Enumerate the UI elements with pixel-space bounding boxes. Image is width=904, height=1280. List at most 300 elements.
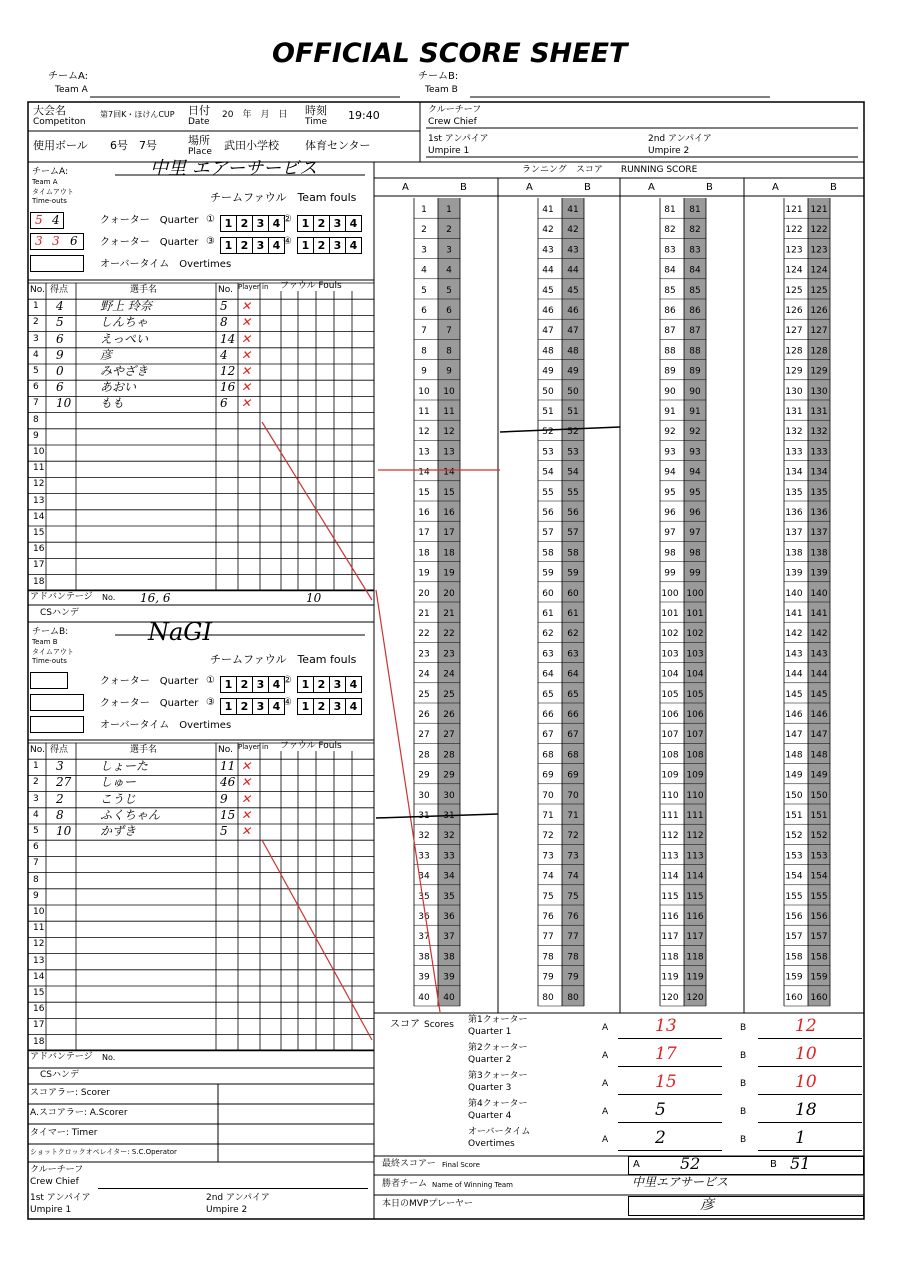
score-q4-a-label: A [602,1107,609,1117]
team-b-overtime-box [30,716,84,733]
running-score-b-85: 85 [689,285,701,296]
running-score-a-2: 2 [421,225,427,236]
running-score-a-126: 126 [785,306,803,316]
running-score-b-4: 4 [446,265,452,276]
teamA-player-name: しんちゃ [100,315,149,330]
shot-clock-operator-label: ショットクロックオペレイター: S.C.Operator [30,1148,177,1156]
teamA-row-num: 9 [33,430,39,441]
running-score-a-156: 156 [785,912,803,922]
running-score-b-132: 132 [810,427,828,438]
teamA-player-name: えっぺい [100,331,149,346]
running-score-b-135: 135 [810,487,828,498]
running-score-b-57: 57 [567,528,579,539]
score-q1-a-line [618,1038,722,1039]
running-score-a-72: 72 [542,831,554,842]
running-score-b-106: 106 [686,710,704,720]
team-a-overtime-label: オーバータイム Overtimes [100,259,232,270]
teamA-row-num: 7 [33,398,39,409]
running-score-b-70: 70 [567,790,579,801]
running-score-a-160: 160 [785,992,803,1003]
running-score-b-93: 93 [689,447,701,458]
running-score-b-31: 31 [443,811,455,821]
running-score-a-76: 76 [542,912,554,922]
running-score-b-96: 96 [689,508,701,518]
scorer-label: スコアラー: Scorer [30,1088,110,1098]
team-b-col-fouls: ファウル Fouls [280,741,342,751]
score-q3-b-line [758,1094,862,1095]
running-score-a-157: 157 [785,932,803,943]
running-score-b-112: 112 [686,831,704,842]
team-a-timeout-mark-2: 4 [52,213,60,227]
score-q1-a-label: A [602,1023,609,1033]
running-score-a-38: 38 [418,952,430,963]
running-score-a-62: 62 [542,629,554,640]
team-a-quarter-label-2: クォーター Quarter [100,237,199,248]
running-score-b-49: 49 [567,366,579,377]
teamA-player-points: 5 [56,315,64,330]
running-score-a-92: 92 [664,427,676,438]
running-score-b-23: 23 [443,649,455,660]
running-score-b-50: 50 [567,386,579,397]
running-score-a-26: 26 [418,710,430,720]
running-score-a-102: 102 [661,629,679,640]
date-value: 20 年 月 日 [222,110,288,120]
running-score-a-113: 113 [661,851,679,862]
running-score-a-60: 60 [542,588,554,599]
teamA-player-no: 12 [220,364,236,378]
time-value: 19:40 [348,109,380,122]
running-col-a-header: A [772,182,779,193]
running-score-b-144: 144 [810,669,828,680]
running-score-a-24: 24 [418,669,430,680]
running-score-a-33: 33 [418,851,430,862]
running-score-b-133: 133 [810,447,828,458]
team-a-advantage-value-2: 10 [306,591,322,605]
score-q2-b-line [758,1066,862,1067]
ball-label: 使用ボール [33,139,88,152]
teamB-player-in-mark: ✕ [241,791,252,806]
running-score-a-64: 64 [542,669,554,680]
teamA-player-points: 6 [56,380,64,395]
running-score-a-122: 122 [785,225,803,236]
running-score-b-92: 92 [689,427,701,438]
running-score-a-135: 135 [785,487,803,498]
running-score-b-43: 43 [567,245,579,256]
place-label: 場所 [188,134,210,147]
running-score-b-143: 143 [810,649,828,660]
running-score-a-66: 66 [542,710,554,720]
running-score-b-48: 48 [567,346,579,357]
team-b-col-points: 得点 [50,745,69,755]
running-score-a-79: 79 [542,972,554,983]
running-score-a-103: 103 [661,649,679,660]
umpire1-label-en: Umpire 1 [428,146,470,156]
team-a-section-label: チームA: [32,167,69,177]
running-score-b-84: 84 [689,265,701,276]
running-score-a-152: 152 [785,831,803,842]
teamA-player-no: 16 [220,380,236,395]
team-b-q1-num: ① [206,675,215,686]
running-score-a-42: 42 [542,225,554,236]
teamA-player-in-mark: ✕ [241,299,252,314]
running-score-b-45: 45 [567,285,579,296]
teamA-player-points: 9 [56,347,64,362]
running-score-b-46: 46 [567,306,579,316]
running-score-b-37: 37 [443,932,455,943]
running-score-b-151: 151 [810,811,828,821]
running-score-b-81: 81 [689,205,701,215]
teamA-row-num: 12 [33,479,45,490]
running-score-b-16: 16 [443,508,455,518]
running-score-b-69: 69 [567,770,579,781]
score-q4-b-line [758,1122,862,1123]
running-score-b-62: 62 [567,629,579,640]
running-score-a-69: 69 [542,770,554,781]
teamB-row-num: 3 [33,793,39,804]
running-score-a-154: 154 [785,871,803,882]
running-score-b-156: 156 [810,912,828,922]
running-score-a-63: 63 [542,649,554,660]
team-a-timeout-label: タイムアウト [32,188,74,196]
running-score-a-19: 19 [418,568,430,579]
running-score-a-61: 61 [542,609,554,619]
final-score-box [628,1156,864,1175]
score-q4-b: 18 [795,1100,817,1120]
team-a-timeout-mark-4: 3 [52,234,60,248]
team-a-col-no: No. [30,285,45,295]
winner-value: 中里エアサービス [632,1175,729,1189]
teamB-player-in-mark: ✕ [241,824,252,838]
team-b-q2-fouls: 1 2 3 4 [297,673,361,693]
running-score-a-70: 70 [542,790,554,801]
team-a-timeout-label-en: Time-outs [32,197,67,205]
score-q1-label: 第1クォーター [468,1015,528,1025]
teamA-player-no: 6 [220,396,228,411]
team-b-quarter-label-2: クォーター Quarter [100,698,199,709]
running-score-b-105: 105 [686,689,704,700]
teamA-row-num: 14 [33,511,45,522]
team-a-advantage-label: アドバンテージ [30,592,93,602]
running-score-a-120: 120 [661,992,679,1003]
footer-umpire2-label-en: Umpire 2 [206,1205,248,1215]
running-score-a-78: 78 [542,952,554,963]
place-value-1: 武田小学校 [224,139,279,152]
running-score-b-130: 130 [810,386,828,397]
competition-label-en: Competiton [33,117,86,127]
running-score-b-74: 74 [567,871,579,882]
running-score-b-97: 97 [689,528,701,539]
running-score-a-12: 12 [418,427,430,438]
teamB-player-points: 3 [56,759,64,774]
team-b-q3-num: ③ [206,697,215,708]
running-score-b-56: 56 [567,508,579,518]
team-a-timeout-mark-1: 5 [35,213,43,227]
running-score-a-9: 9 [421,366,427,377]
score-q2-b: 10 [795,1044,817,1064]
running-score-b-127: 127 [810,326,828,337]
scores-label-en: Scores [424,1020,454,1030]
running-score-a-149: 149 [785,770,803,781]
teamA-player-no: 14 [220,331,236,346]
running-score-a-10: 10 [418,386,430,397]
time-label-en: Time [305,117,328,127]
running-score-b-141: 141 [810,609,828,619]
running-score-a-117: 117 [661,932,679,943]
team-a-col-fouls: ファウル Fouls [280,281,342,291]
running-score-a-48: 48 [542,346,554,357]
teamA-row-num: 10 [33,447,45,457]
score-q1-label-en: Quarter 1 [468,1027,512,1037]
running-score-b-95: 95 [689,487,701,498]
teamB-row-num: 1 [33,761,39,772]
running-score-a-84: 84 [664,265,676,276]
score-q2-a-label: A [602,1051,609,1061]
team-b-q1-fouls: 1 2 3 4 [220,673,284,693]
score-ot-a: 2 [655,1128,666,1148]
running-score-b-116: 116 [686,912,704,922]
team-a-col-player-in: Player in [238,283,269,291]
running-score-b-117: 117 [686,932,704,943]
umpire1-label: 1st アンパイア [428,134,489,144]
running-score-b-59: 59 [567,568,579,579]
running-score-b-153: 153 [810,851,828,862]
footer-crew-chief-label-en: Crew Chief [30,1177,79,1187]
running-score-b-147: 147 [810,730,828,741]
running-score-a-101: 101 [661,609,679,619]
team-a-q4-num: ④ [283,236,292,247]
teamB-player-name: ふくちゃん [100,807,161,822]
running-score-b-145: 145 [810,689,828,700]
teamB-row-num: 14 [33,971,45,982]
running-score-a-94: 94 [664,467,676,478]
teamA-row-num: 11 [33,463,45,474]
teamB-row-num: 12 [33,939,45,950]
running-score-b-33: 33 [443,851,455,862]
teamB-player-name: こうじ [100,791,137,806]
running-score-b-131: 131 [810,407,828,417]
mvp-value: 彦 [700,1197,714,1213]
running-score-a-57: 57 [542,528,554,539]
team-a-q3-num: ③ [206,236,215,247]
running-score-a-46: 46 [542,306,554,316]
running-score-b-148: 148 [810,750,828,761]
team-a-overtime-box [30,255,84,272]
teamB-player-in-mark: ✕ [241,807,252,822]
running-score-a-114: 114 [661,871,679,882]
running-score-b-77: 77 [567,932,579,943]
running-score-a-139: 139 [785,568,803,579]
running-score-b-17: 17 [443,528,455,539]
running-score-b-150: 150 [810,790,828,801]
running-score-b-101: 101 [686,609,704,619]
running-score-b-159: 159 [810,972,828,983]
teamB-row-num: 4 [33,809,39,820]
running-col-b-header: B [706,182,713,193]
team-a-label-en: Team A [55,85,88,95]
teamB-player-no: 9 [220,791,228,806]
running-score-b-139: 139 [810,568,828,579]
running-score-b-152: 152 [810,831,828,842]
winner-label-en: Name of Winning Team [432,1181,513,1189]
teamB-row-num: 5 [33,826,39,836]
running-score-a-7: 7 [421,326,427,337]
teamA-row-num: 5 [33,366,39,376]
teamA-player-in-mark: ✕ [241,380,252,395]
running-score-b-1: 1 [446,205,452,215]
running-score-b-108: 108 [686,750,704,761]
running-score-b-29: 29 [443,770,455,781]
teamA-player-name: もも [100,396,125,411]
running-score-a-27: 27 [418,730,430,741]
running-score-a-119: 119 [661,972,679,983]
place-value-2: 体育センター [305,139,371,152]
running-score-a-134: 134 [785,467,803,478]
running-score-b-109: 109 [686,770,704,781]
final-score-b-label: B [770,1159,777,1170]
running-score-b-80: 80 [567,992,579,1003]
running-score-a-45: 45 [542,285,554,296]
crew-chief-label-en: Crew Chief [428,117,477,127]
running-score-b-8: 8 [446,346,452,357]
running-score-a-145: 145 [785,689,803,700]
running-score-b-79: 79 [567,972,579,983]
score-ot-b-line [758,1150,862,1151]
running-score-b-160: 160 [810,992,828,1003]
teamB-player-name: かずき [100,824,137,838]
running-score-a-111: 111 [661,811,679,821]
teamB-row-num: 6 [33,842,39,853]
running-score-a-107: 107 [661,730,679,741]
teamB-player-in-mark: ✕ [241,759,252,774]
running-score-b-63: 63 [567,649,579,660]
running-score-a-80: 80 [542,992,554,1003]
running-score-b-24: 24 [443,669,455,680]
score-q3-a-label: A [602,1079,609,1089]
running-score-b-66: 66 [567,710,579,720]
running-score-b-6: 6 [446,306,452,316]
running-score-a-71: 71 [542,811,554,821]
running-score-a-54: 54 [542,467,554,478]
running-score-a-37: 37 [418,932,430,943]
running-score-a-55: 55 [542,487,554,498]
running-score-a-95: 95 [664,487,676,498]
team-a-timeout-mark-5: 6 [70,234,78,248]
team-a-fouls-title: チームファウル Team fouls [210,191,357,204]
running-score-a-8: 8 [421,346,427,357]
running-score-a-82: 82 [664,225,676,236]
page-title: OFFICIAL SCORE SHEET [272,38,628,69]
score-q2-label-en: Quarter 2 [468,1055,512,1065]
team-b-timeout-box-1 [30,672,68,689]
running-score-b-125: 125 [810,285,828,296]
teamB-player-name: しゅー [100,775,137,790]
teamB-row-num: 10 [33,907,45,917]
running-score-b-94: 94 [689,467,701,478]
team-a-advantage-no: No. [102,593,116,602]
team-b-col-player-no: No. [218,745,233,755]
team-b-timeout-label-en: Time-outs [32,657,67,665]
team-a-q2-fouls: 1 2 3 4 [297,212,361,232]
team-b-label-en: Team B [425,85,458,95]
team-b-cs-label: CSハンデ [40,1070,79,1080]
running-score-a-5: 5 [421,285,427,296]
running-score-a-116: 116 [661,912,679,922]
running-score-b-88: 88 [689,346,701,357]
running-score-a-159: 159 [785,972,803,983]
running-score-a-144: 144 [785,669,803,680]
running-score-a-96: 96 [664,508,676,518]
running-score-a-140: 140 [785,588,803,599]
score-ot-a-label: A [602,1135,609,1145]
running-score-a-143: 143 [785,649,803,660]
team-a-label: チームA: [48,71,89,82]
teamB-player-points: 2 [56,791,64,806]
running-score-a-73: 73 [542,851,554,862]
teamA-player-in-mark: ✕ [241,331,252,346]
running-score-b-118: 118 [686,952,704,963]
running-score-a-17: 17 [418,528,430,539]
running-score-a-100: 100 [661,588,679,599]
teamB-player-no: 5 [220,824,228,838]
running-score-a-75: 75 [542,891,554,902]
footer-umpire2-label: 2nd アンパイア [206,1193,270,1203]
running-score-a-87: 87 [664,326,676,337]
teamA-row-num: 3 [33,333,39,344]
running-score-b-14: 14 [443,467,455,478]
assistant-scorer-label: A.スコアラー: A.Scorer [30,1108,128,1118]
team-a-quarter-label-1: クォーター Quarter [100,215,199,226]
running-score-b-41: 41 [567,205,579,215]
running-score-b-61: 61 [567,609,579,619]
running-score-b-78: 78 [567,952,579,963]
team-b-name: NaGI [148,618,212,646]
running-score-a-115: 115 [661,891,679,902]
running-score-a-28: 28 [418,750,430,761]
running-score-a-11: 11 [418,407,430,417]
teamB-row-num: 18 [33,1036,45,1047]
date-label: 日付 [188,104,210,117]
teamA-player-in-mark: ✕ [241,315,252,330]
teamA-row-num: 4 [33,349,39,360]
running-score-b-22: 22 [443,629,455,640]
team-a-cs-label: CSハンデ [40,608,79,618]
running-score-b-42: 42 [567,225,579,236]
running-score-a-124: 124 [785,265,803,276]
running-score-a-146: 146 [785,710,803,720]
teamA-row-num: 15 [33,528,45,538]
team-b-col-no: No. [30,745,45,755]
teamA-player-points: 10 [56,396,72,411]
score-q4-label-en: Quarter 4 [468,1111,512,1121]
running-score-a-35: 35 [418,891,430,902]
competition-label: 大会名 [33,104,66,117]
running-score-b-54: 54 [567,467,579,478]
winner-label: 勝者チーム [382,1179,428,1189]
running-score-b-113: 113 [686,851,704,862]
running-score-b-86: 86 [689,306,701,316]
running-score-b-149: 149 [810,770,828,781]
ball-value: 6号 7号 [110,139,157,152]
teamB-player-in-mark: ✕ [241,775,252,790]
running-score-b-119: 119 [686,972,704,983]
team-b-fouls-title: チームファウル Team fouls [210,653,357,666]
score-ot-b: 1 [795,1128,806,1148]
team-b-timeout-box-2 [30,694,84,711]
running-score-b-53: 53 [567,447,579,458]
running-score-a-133: 133 [785,447,803,458]
running-score-title: ランニング スコア RUNNING SCORE [522,165,698,175]
running-score-a-81: 81 [664,205,676,215]
